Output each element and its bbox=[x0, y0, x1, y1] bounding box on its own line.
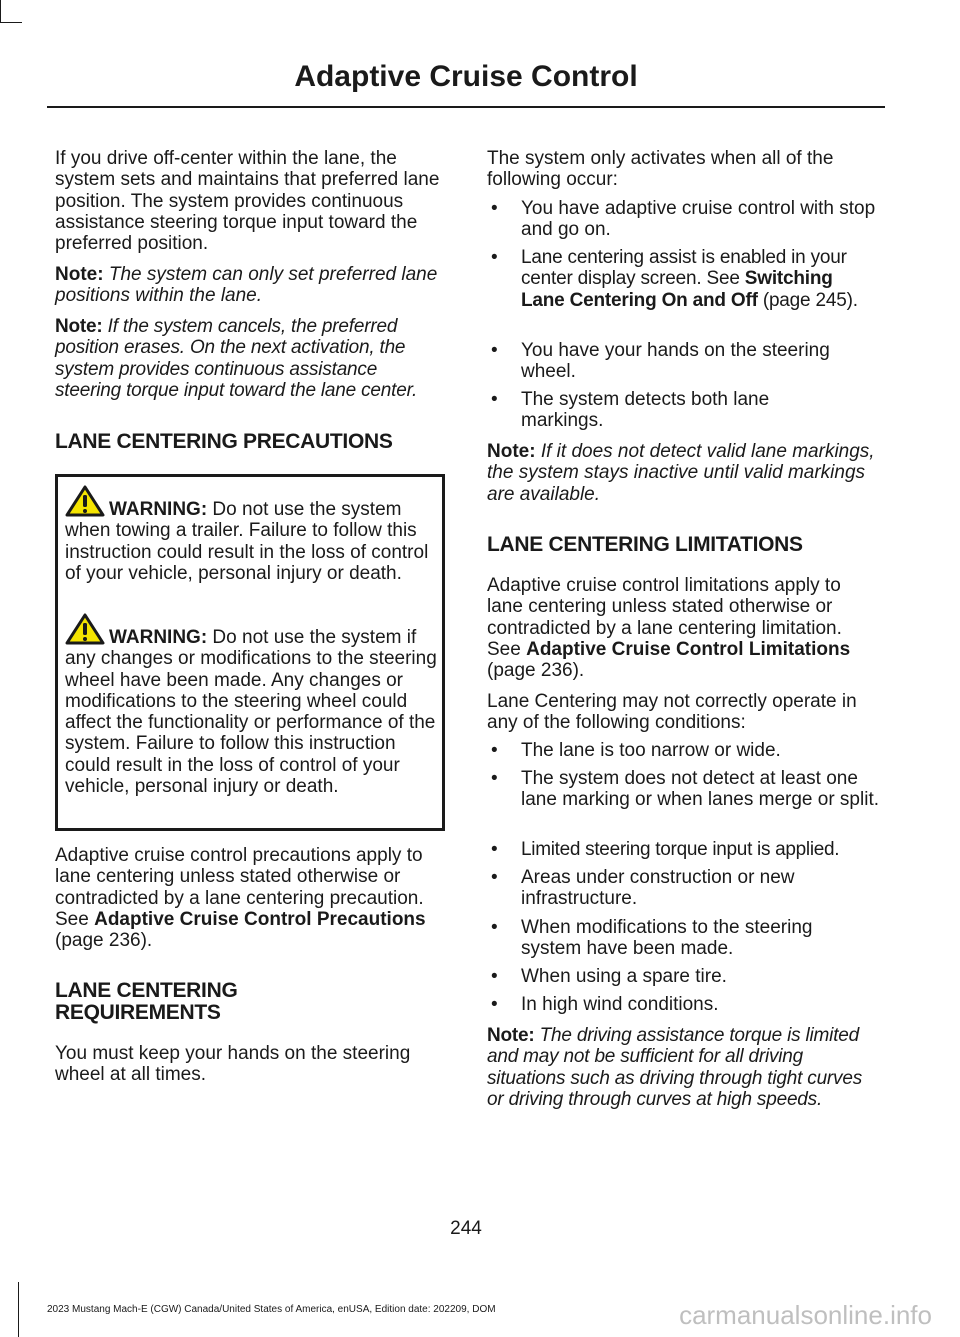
bullet: • bbox=[491, 389, 498, 410]
paragraph-text: Adaptive cruise control limitations apply to lane centering unless stated otherwise or contradicted by a lane centering limitation. See bbox=[487, 575, 842, 660]
bullet: • bbox=[491, 198, 498, 219]
warning-triangle-icon bbox=[65, 485, 105, 517]
list-item bbox=[487, 839, 879, 860]
list-item-text: The system detects both lane markings. bbox=[521, 389, 770, 432]
note bbox=[487, 441, 879, 505]
bullet: • bbox=[491, 839, 498, 860]
footer-edition-info: 2023 Mustang Mach-E (CGW) Canada/United States of America, enUSA, Edition date: 202209, DOM bbox=[47, 1304, 496, 1315]
note bbox=[55, 264, 447, 307]
list-item-text: Lane centering assist is enabled in your center display screen. See bbox=[521, 247, 847, 290]
warning bbox=[65, 613, 439, 797]
cross-reference-link[interactable]: Adaptive Cruise Control Precautions bbox=[94, 908, 426, 930]
list-item bbox=[487, 867, 847, 910]
crop-mark bbox=[0, 0, 1, 22]
note bbox=[487, 1025, 879, 1110]
section-heading: LANE CENTERING PRECAUTIONS bbox=[55, 430, 393, 453]
paragraph: If you drive off-center within the lane, the system sets and maintains that preferred lane position. The system provides continuous assistance steering torque input toward the preferred position. bbox=[55, 148, 440, 255]
note bbox=[55, 316, 447, 401]
list-item-text: In high wind conditions. bbox=[521, 994, 719, 1015]
bullet: • bbox=[491, 917, 498, 938]
paragraph: Lane Centering may not correctly operate in any of the following conditions: bbox=[487, 691, 857, 734]
section-heading: LANE CENTERING LIMITATIONS bbox=[487, 533, 803, 556]
list-item bbox=[487, 740, 879, 761]
paragraph: The system only activates when all of the following occur: bbox=[487, 148, 834, 191]
bullet: • bbox=[491, 994, 498, 1015]
page-title: Adaptive Cruise Control bbox=[294, 60, 638, 93]
list-item bbox=[487, 198, 879, 241]
warning-text: Do not use the system when towing a trailer. Failure to follow this instruction could result in the loss of control of your vehicle, personal injury or death. bbox=[65, 499, 429, 584]
crop-mark bbox=[18, 1282, 19, 1337]
header-divider bbox=[47, 106, 885, 108]
list-item bbox=[487, 247, 879, 311]
section-heading: LANE CENTERING REQUIREMENTS bbox=[55, 979, 238, 1024]
list-item-text: The lane is too narrow or wide. bbox=[521, 740, 781, 761]
list-item-text: Limited steering torque input is applied. bbox=[521, 839, 840, 860]
note-text: If the system cancels, the preferred position erases. On the next activation, the system provides continuous assistance steering torque input toward the lane center. bbox=[55, 316, 418, 401]
list-item bbox=[487, 340, 879, 383]
note-text: The driving assistance torque is limited and may not be sufficient for all driving situations such as driving through tight curves or driving through curves at high speeds. bbox=[487, 1025, 863, 1110]
bullet: • bbox=[491, 966, 498, 987]
warning bbox=[65, 485, 439, 584]
list-item-text: You have your hands on the steering wheel. bbox=[521, 340, 830, 383]
list-item-text: The system does not detect at least one lane marking or when lanes merge or split. bbox=[521, 768, 880, 811]
warning-label: WARNING: bbox=[109, 627, 208, 648]
page-reference: (page 245). bbox=[757, 289, 858, 311]
paragraph bbox=[487, 575, 879, 681]
watermark: carmanualsonline.info bbox=[679, 1300, 932, 1330]
page-number: 244 bbox=[450, 1218, 482, 1239]
bullet: • bbox=[491, 340, 498, 361]
note-label: Note: bbox=[55, 316, 103, 337]
crop-mark bbox=[0, 22, 22, 23]
warning-triangle-icon bbox=[65, 613, 105, 645]
note-text: If it does not detect valid lane markings, the system stays inactive until valid markings are available. bbox=[487, 441, 875, 505]
warning-label: WARNING: bbox=[109, 499, 208, 520]
note-label: Note: bbox=[487, 441, 536, 462]
list-item bbox=[487, 768, 879, 811]
list-item-text: When modifications to the steering system have been made. bbox=[521, 917, 813, 960]
cross-reference-link[interactable]: Adaptive Cruise Control Limitations bbox=[526, 638, 851, 660]
note-text: The system can only set preferred lane positions within the lane. bbox=[55, 264, 438, 307]
list-item bbox=[487, 966, 879, 987]
paragraph-text: Adaptive cruise control precautions apply to lane centering unless stated otherwise or contradicted by a lane centering precaution. See bbox=[55, 845, 424, 930]
paragraph: You must keep your hands on the steering wheel at all times. bbox=[55, 1043, 411, 1086]
list-item-text: Areas under construction or new infrastructure. bbox=[521, 867, 795, 910]
bullet: • bbox=[491, 247, 498, 268]
warning-box bbox=[55, 474, 445, 831]
note-label: Note: bbox=[55, 264, 104, 285]
list-item bbox=[487, 917, 867, 960]
list-item bbox=[487, 994, 879, 1015]
list-item-text: When using a spare tire. bbox=[521, 966, 727, 987]
page-reference: (page 236). bbox=[487, 660, 585, 682]
bullet: • bbox=[491, 867, 498, 888]
bullet: • bbox=[491, 768, 498, 789]
paragraph bbox=[55, 845, 447, 951]
warning-text: Do not use the system if any changes or modifications to the steering wheel have been made. Any changes or modifications to the steering wheel could affect the functionality or performance of the system. Failure to follow this instruction could result in the loss of control of your vehicle, personal injury or death. bbox=[65, 627, 437, 798]
note-label: Note: bbox=[487, 1025, 535, 1046]
list-item bbox=[487, 389, 837, 432]
page-reference: (page 236). bbox=[55, 930, 153, 952]
cross-reference-link[interactable]: Switching Lane Centering On and Off bbox=[521, 268, 833, 311]
bullet: • bbox=[491, 740, 498, 761]
list-item-text: You have adaptive cruise control with stop and go on. bbox=[521, 198, 876, 241]
